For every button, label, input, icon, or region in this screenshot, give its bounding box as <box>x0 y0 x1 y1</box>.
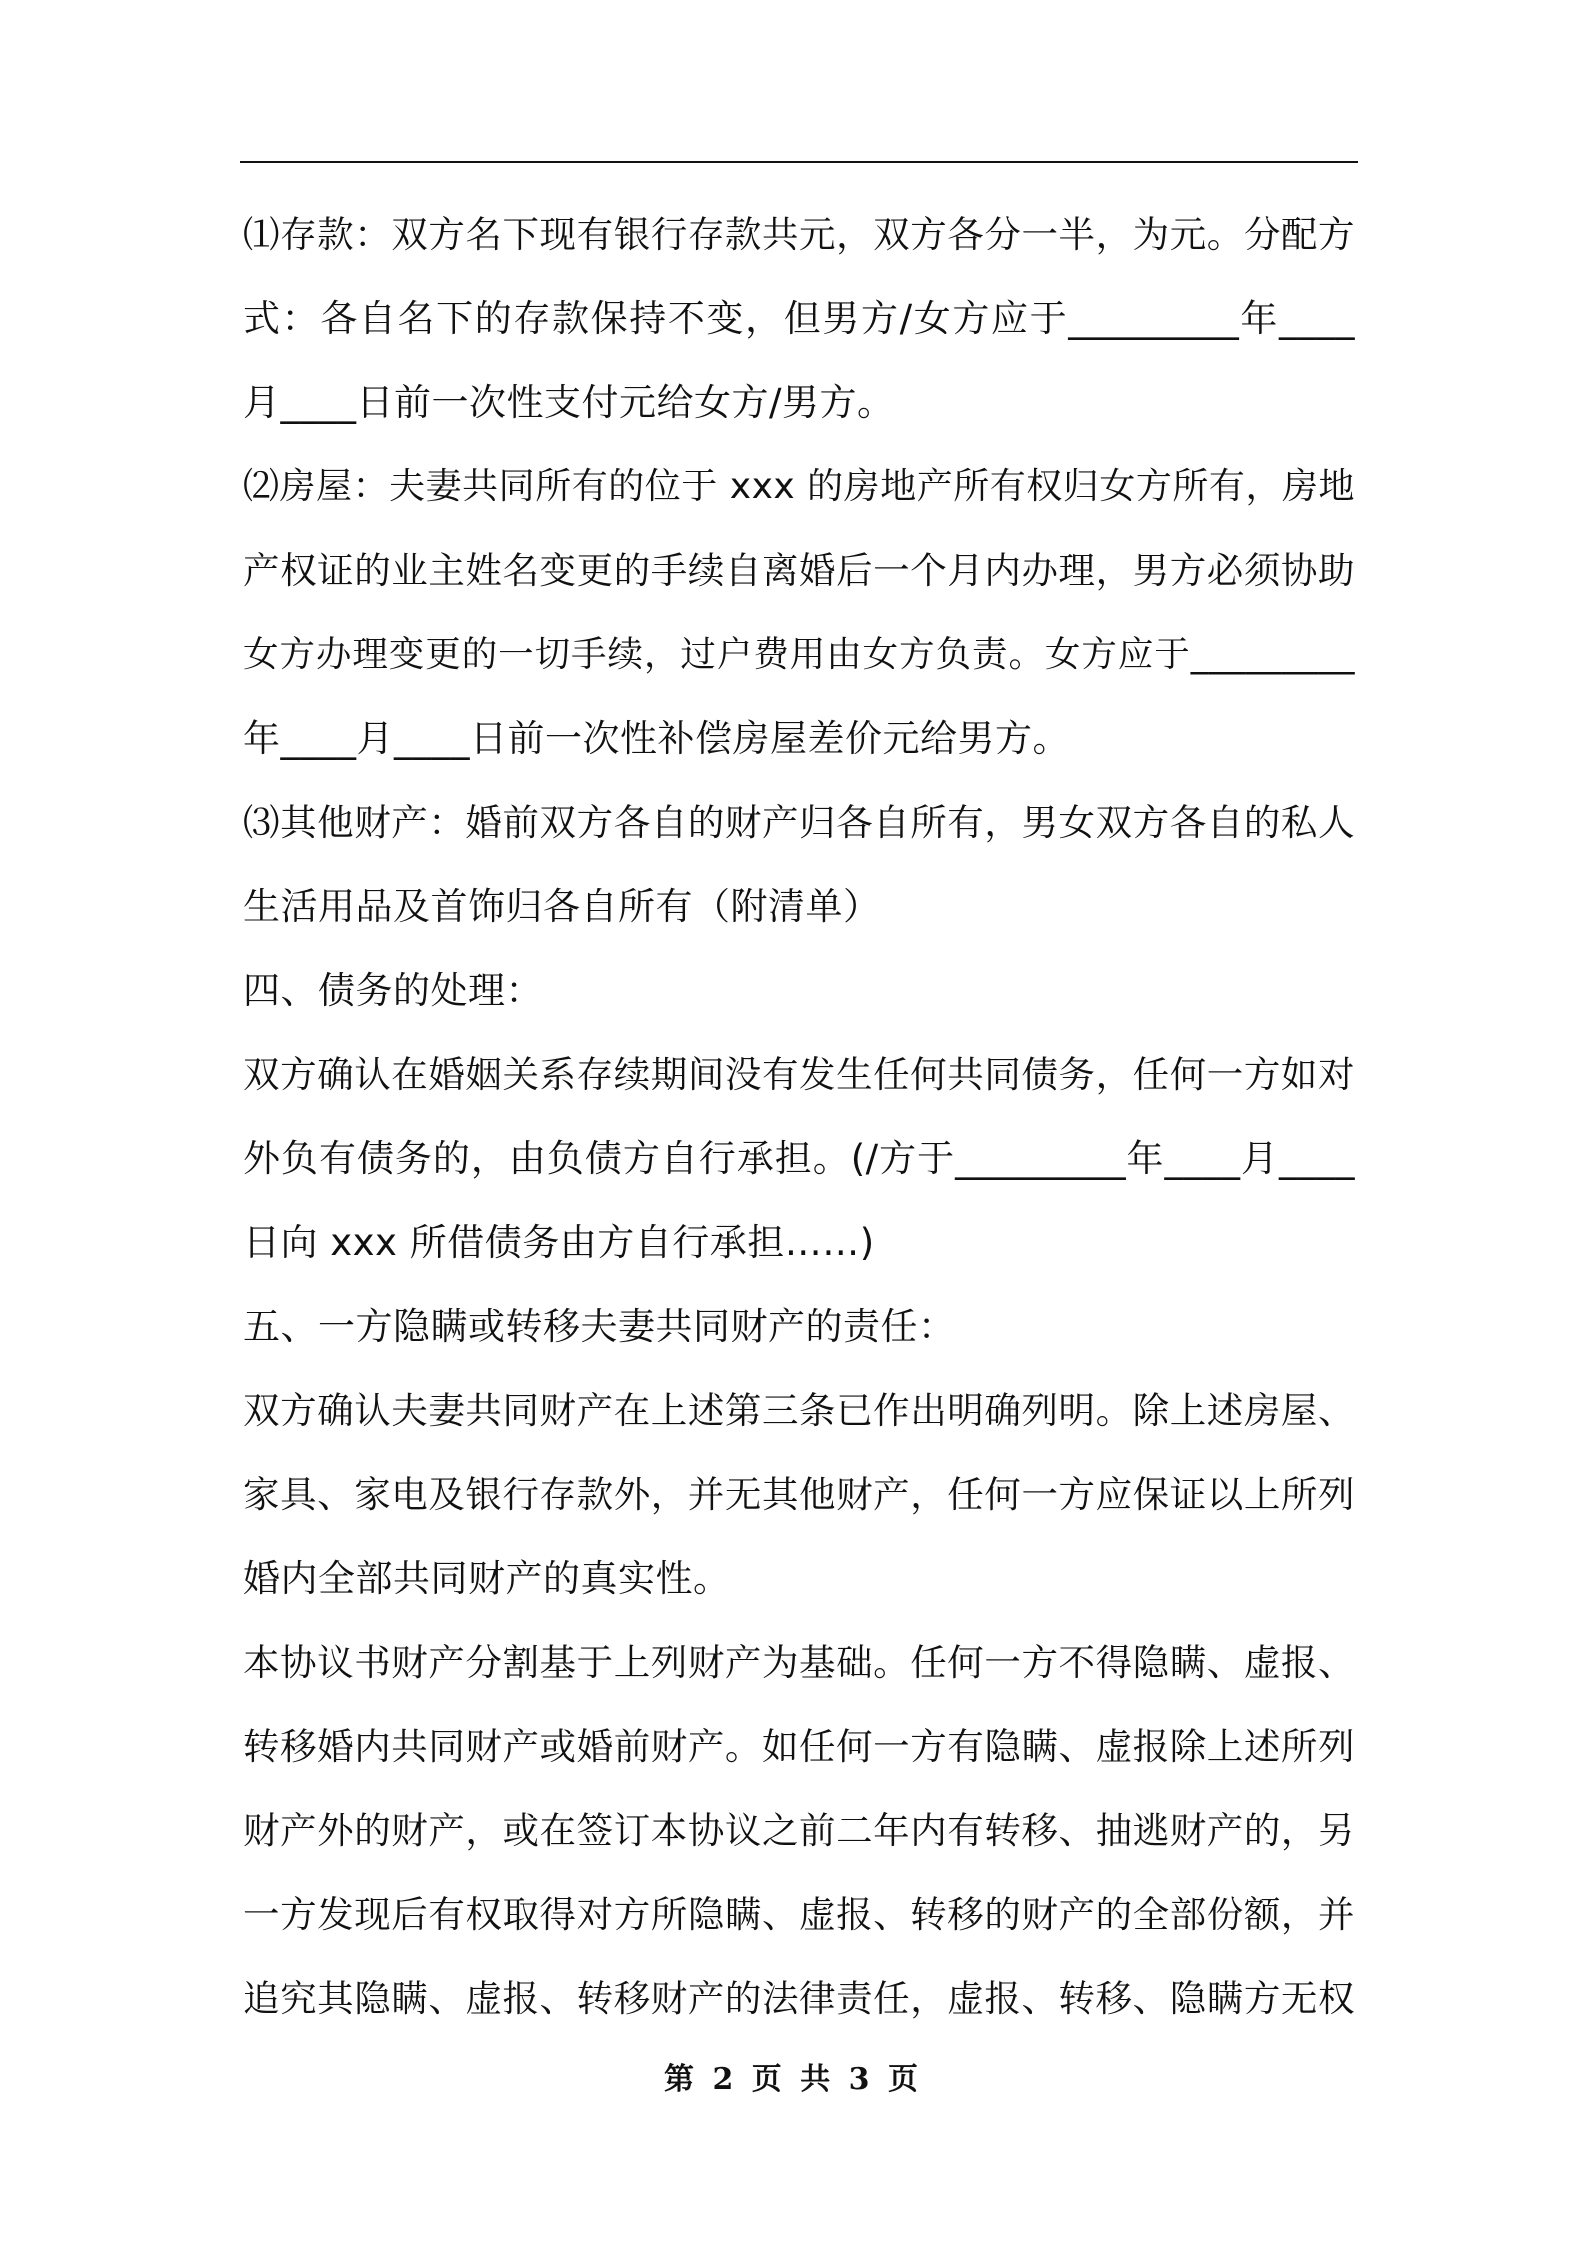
text-line: ⑴存款：双方名下现有银行存款共元，双方各分一半，为元。分配方 <box>243 213 1355 256</box>
section-heading: 四、债务的处理： <box>243 969 543 1012</box>
text-line: 双方确认在婚姻关系存续期间没有发生任何共同债务，任何一方如对 <box>243 1053 1355 1096</box>
text-line: 产权证的业主姓名变更的手续自离婚后一个月内办理，男方必须协助 <box>243 549 1355 592</box>
text-line: 转移婚内共同财产或婚前财产。如任何一方有隐瞒、虚报除上述所列 <box>243 1725 1355 1768</box>
text-line: 本协议书财产分割基于上列财产为基础。任何一方不得隐瞒、虚报、 <box>243 1641 1355 1684</box>
text-line: 年____月____日前一次性补偿房屋差价元给男方。 <box>243 717 1070 760</box>
text-line: 式：各自名下的存款保持不变，但男方/女方应于_________年____ <box>243 297 1355 340</box>
header-rule <box>240 161 1358 163</box>
text-line: 日向 xxx 所借债务由方自行承担……) <box>243 1221 875 1264</box>
document-body <box>243 193 1355 2041</box>
text-line: 婚内全部共同财产的真实性。 <box>243 1557 731 1600</box>
page-number: 第 2 页 共 3 页 <box>664 2062 922 2097</box>
section-heading: 五、一方隐瞒或转移夫妻共同财产的责任： <box>243 1305 956 1348</box>
text-line: 家具、家电及银行存款外，并无其他财产，任何一方应保证以上所列 <box>243 1473 1355 1516</box>
text-line: ⑶其他财产：婚前双方各自的财产归各自所有，男女双方各自的私人 <box>243 801 1355 844</box>
text-line: 月____日前一次性支付元给女方/男方。 <box>243 381 895 424</box>
text-line: 外负有债务的，由负债方自行承担。(/方于_________年____月____ <box>243 1137 1355 1180</box>
text-line: 财产外的财产，或在签订本协议之前二年内有转移、抽逃财产的，另 <box>243 1809 1355 1852</box>
text-line: 追究其隐瞒、虚报、转移财产的法律责任，虚报、转移、隐瞒方无权 <box>243 1977 1355 2020</box>
text-line: 双方确认夫妻共同财产在上述第三条已作出明确列明。除上述房屋、 <box>243 1389 1355 1432</box>
text-line: 女方办理变更的一切手续，过户费用由女方负责。女方应于_________ <box>243 634 1355 675</box>
text-line: 一方发现后有权取得对方所隐瞒、虚报、转移的财产的全部份额，并 <box>243 1893 1355 1936</box>
text-line: ⑵房屋：夫妻共同所有的位于 xxx 的房地产所有权归女方所有，房地 <box>243 466 1355 507</box>
text-line: 生活用品及首饰归各自所有（附清单） <box>243 885 881 928</box>
